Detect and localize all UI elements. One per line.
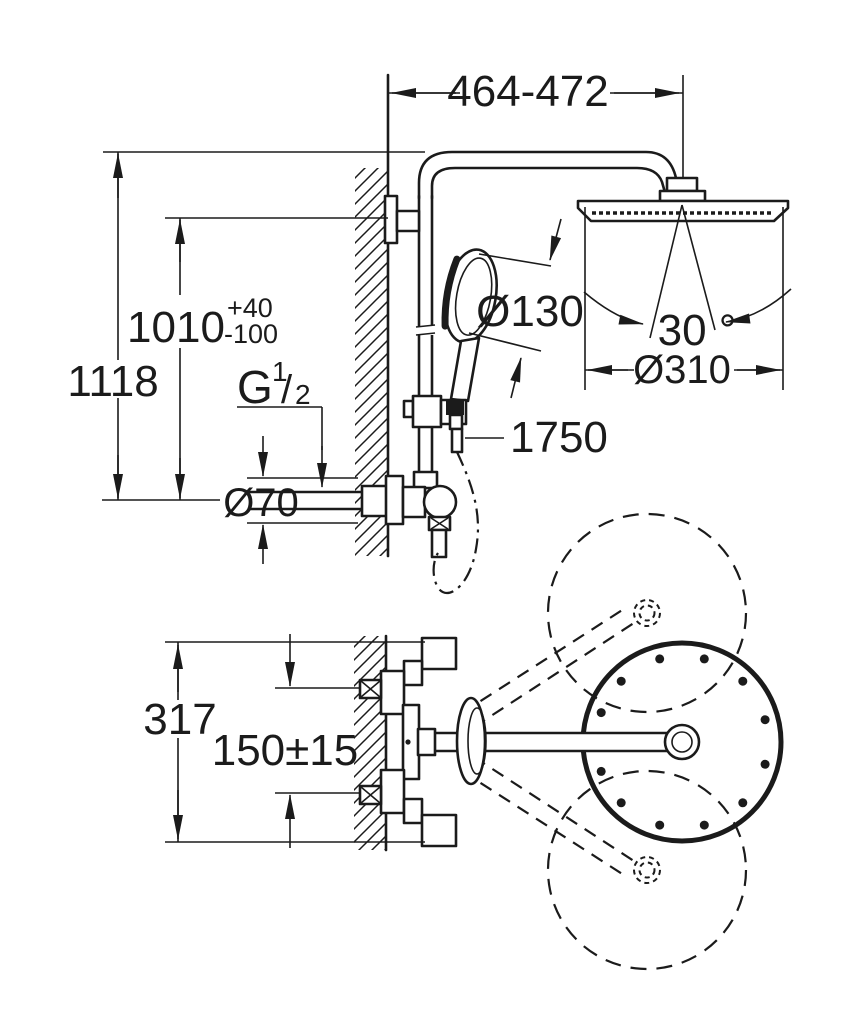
wall-plan	[354, 636, 386, 850]
wall-elevation	[355, 75, 388, 556]
label-depth: 317	[143, 695, 217, 744]
label-thread-num: 1	[272, 356, 288, 387]
label-arm-reach: 464-472	[447, 67, 609, 116]
label-escutcheon-dia: Ø70	[223, 481, 299, 525]
head-shower-connector	[660, 178, 705, 201]
label-thread-slash: /	[281, 368, 293, 412]
shower-pipe	[415, 196, 435, 472]
label-hose-length: 1750	[510, 413, 608, 462]
label-head-height: 1010	[127, 303, 225, 352]
wall-bracket	[385, 196, 419, 243]
dimension-thread	[237, 407, 322, 487]
label-headshower-dia: Ø310	[633, 348, 731, 392]
label-total-height: 1118	[67, 357, 159, 406]
label-thread-den: 2	[295, 379, 311, 410]
shower-arm	[419, 152, 680, 198]
label-head-height-tol-minus: -100	[224, 319, 279, 349]
hand-shower-holder	[404, 396, 466, 452]
label-swivel-angle: 30 °	[657, 306, 737, 355]
label-handshower-dia: Ø130	[476, 287, 584, 336]
label-thread-letter: G	[237, 361, 273, 413]
label-inlet-spacing: 150±15	[211, 726, 359, 775]
label-head-height-tol-plus: +40	[227, 293, 273, 323]
